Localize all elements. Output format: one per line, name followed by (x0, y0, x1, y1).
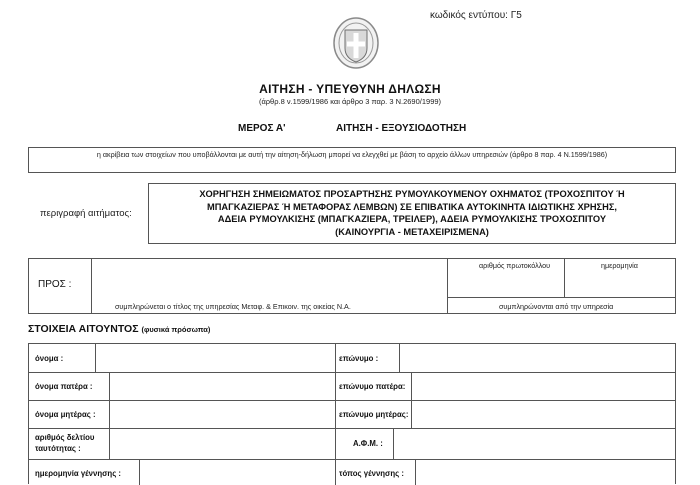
applicant-section-heading: ΣΤΟΙΧΕΙΑ ΑΙΤΟΥΝΤΟΣ (28, 323, 139, 335)
birth-place-field[interactable] (416, 460, 675, 485)
father-surname-label: επώνυμο πατέρα: (339, 382, 406, 391)
first-name-field[interactable] (96, 344, 334, 372)
birth-place-label: τόπος γέννησης : (339, 469, 404, 478)
request-line: ΑΔΕΙΑ ΡΥΜΟΥΛΚΙΣΗΣ (ΜΠΑΓΚΑΖΙΕΡΑ, ΤΡΕΙΛΕΡ), ΑΔΕΙΑ ΡΥΜΟΥΛΚΙΣΗΣ ΤΡΟΧΟΣΠΙΤΟΥ (217, 214, 607, 224)
greek-emblem-icon (332, 16, 380, 70)
part-label: ΜΕΡΟΣ Α' (238, 123, 286, 134)
mother-name-field[interactable] (110, 401, 334, 428)
date-field[interactable] (565, 267, 676, 297)
applicant-grid (28, 343, 676, 484)
mother-name-label: όνομα μητέρας : (35, 410, 96, 419)
father-name-label: όνομα πατέρα : (35, 382, 93, 391)
father-name-field[interactable] (110, 373, 334, 400)
recipient-box (28, 258, 676, 314)
request-description-label: περιγραφή αιτήματος: (40, 208, 132, 219)
form-page (10, 0, 690, 484)
request-description-box (148, 183, 676, 244)
form-code: κωδικός εντύπου: Γ5 (430, 10, 522, 21)
applicant-section-subheading: (φυσικά πρόσωπα) (141, 325, 211, 334)
protocol-number-field[interactable] (447, 267, 564, 297)
birth-date-label: ημερομηνία γέννησης : (35, 469, 122, 478)
id-card-label-line2: ταυτότητας : (35, 444, 81, 453)
mother-surname-label: επώνυμο μητέρας: (339, 410, 409, 419)
mother-surname-field[interactable] (412, 401, 675, 428)
service-title-note: συμπληρώνεται ο τίτλος της υπηρεσίας Μεταφ. & Επικοιν. της οικείας Ν.Α. (115, 302, 351, 311)
tax-id-label: Α.Φ.Μ. : (353, 439, 383, 448)
recipient-label: ΠΡΟΣ : (38, 279, 72, 290)
protocol-number-label: αριθμός πρωτοκόλλου (479, 261, 551, 270)
tax-id-field[interactable] (394, 429, 675, 459)
office-fill-note: συμπληρώνονται από την υπηρεσία (499, 302, 614, 311)
recipient-service-field[interactable] (92, 259, 446, 299)
surname-field[interactable] (400, 344, 675, 372)
id-card-field[interactable] (110, 429, 334, 459)
birth-date-field[interactable] (140, 460, 334, 485)
father-surname-field[interactable] (412, 373, 675, 400)
surname-label: επώνυμο : (339, 354, 379, 363)
date-label: ημερομηνία (601, 261, 638, 270)
form-subtitle: (άρθρ.8 ν.1599/1986 και άρθρο 3 παρ. 3 Ν.2690/1999) (258, 97, 442, 106)
request-line: (ΚΑΙΝΟΥΡΓΙΑ - ΜΕΤΑΧΕΙΡΙΣΜΕΝΑ) (335, 226, 489, 237)
request-line: ΧΟΡΗΓΗΣΗ ΣΗΜΕΙΩΜΑΤΟΣ ΠΡΟΣΑΡΤΗΣΗΣ ΡΥΜΟΥΛΚΟΥΜΕΝΟΥ ΟΧΗΜΑΤΟΣ (ΤΡΟΧΟΣΠΙΤΟΥ Ή (199, 189, 625, 199)
part-title: ΑΙΤΗΣΗ - ΕΞΟΥΣΙΟΔΟΤΗΣΗ (336, 123, 467, 134)
applicant-section-title (28, 323, 210, 335)
id-card-label: αριθμός δελτίου (35, 433, 95, 442)
form-title: ΑΙΤΗΣΗ - ΥΠΕΥΘΥΝΗ ΔΗΛΩΣΗ (259, 82, 441, 96)
first-name-label: όνομα : (35, 354, 64, 363)
accuracy-note: η ακρίβεια των στοιχείων που υποβάλλονται με αυτή την αίτηση-δήλωση μπορεί να ελεγχθεί με βάση το αρχείο άλλων υπηρεσιών (άρθρο 8 παρ. 4 Ν.1599/1986) (28, 147, 676, 173)
request-line: ΜΠΑΓΚΑΖΙΕΡΑΣ Ή ΜΕΤΑΦΟΡΑΣ ΛΕΜΒΩΝ) ΣΕ ΕΠΙΒΑΤΙΚΑ ΑΥΤΟΚΙΝΗΤΑ ΙΔΙΩΤΙΚΗΣ ΧΡΗΣΗΣ, (206, 201, 618, 212)
